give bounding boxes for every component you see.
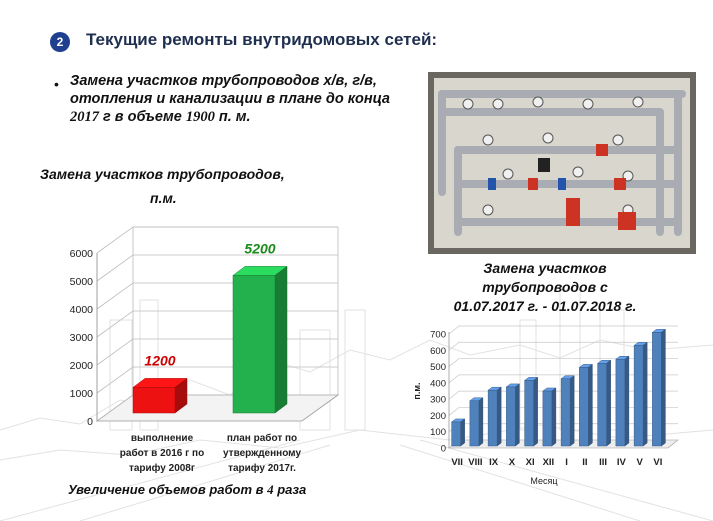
right-chart-gridline bbox=[449, 326, 678, 334]
right-chart-plot bbox=[412, 326, 678, 486]
left-chart-ytick-label: 6000 bbox=[69, 248, 93, 260]
bottom-note-part1: Увеличение объемов работ в bbox=[68, 482, 268, 497]
right-chart-category-label: II bbox=[582, 457, 588, 468]
right-chart-bar bbox=[506, 387, 515, 446]
left-chart-ytick-label: 2000 bbox=[69, 360, 93, 372]
bullet-dot: • bbox=[54, 76, 59, 92]
right-chart-title-line1: Замена участков bbox=[483, 260, 607, 276]
right-chart-category-label: VIII bbox=[468, 457, 483, 468]
right-chart-bar-side bbox=[515, 384, 519, 446]
right-chart-bar bbox=[634, 345, 643, 446]
bullet-year: 2017 bbox=[70, 109, 99, 125]
right-chart-ytick-label: 200 bbox=[430, 410, 446, 422]
right-chart-category-label: IV bbox=[616, 457, 626, 468]
right-chart-category-label: VII bbox=[451, 457, 463, 468]
right-chart-ytick-label: 0 bbox=[440, 443, 446, 455]
left-chart-ytick-label: 4000 bbox=[69, 304, 93, 316]
right-chart-bar-side bbox=[552, 388, 556, 446]
right-chart-bar-side bbox=[625, 356, 629, 446]
right-chart-category-label: VI bbox=[653, 457, 663, 468]
bottom-note bbox=[68, 482, 306, 498]
left-chart-ytick-label: 3000 bbox=[69, 332, 93, 344]
right-chart-ytick-label: 600 bbox=[430, 345, 446, 357]
right-chart-bar-side bbox=[570, 376, 574, 446]
left-chart-category-label: выполнение bbox=[130, 433, 194, 444]
right-chart-bar bbox=[598, 363, 607, 446]
bullet-text-part1: Замена участков трубопроводов х/в, г/в, отопления и канализации в плане до конца bbox=[70, 73, 390, 107]
right-chart-category-label: V bbox=[636, 457, 643, 468]
left-chart-category-label: тарифу 2017г. bbox=[228, 463, 296, 474]
right-chart-bar bbox=[488, 390, 497, 446]
bullet-text-part2: г в объеме bbox=[99, 109, 186, 125]
left-chart-value-label: 1200 bbox=[144, 352, 176, 369]
right-chart-bar bbox=[561, 379, 570, 446]
left-chart-category-label: тарифу 2008г bbox=[128, 463, 196, 474]
bullet-text-part3: п. м. bbox=[214, 109, 251, 125]
right-chart-bar bbox=[470, 401, 479, 446]
right-chart-xlabel: Месяц bbox=[530, 476, 558, 486]
right-chart-category-label: III bbox=[599, 457, 608, 468]
right-chart-bar bbox=[579, 367, 588, 446]
right-chart-bar-side bbox=[479, 398, 483, 446]
left-chart-category-label: работ в 2016 г по bbox=[119, 448, 205, 459]
bottom-note-factor: 4 bbox=[267, 482, 274, 497]
right-chart-bar bbox=[616, 359, 625, 446]
right-chart-bar-side bbox=[497, 387, 501, 446]
right-chart-title-line3: 01.07.2017 г. - 01.07.2018 г. bbox=[453, 298, 637, 314]
right-chart-bar-side bbox=[461, 419, 465, 446]
left-chart-category-label: утвержденному bbox=[222, 448, 302, 459]
bottom-note-part2: раза bbox=[273, 482, 307, 497]
right-chart-title-line2: трубопроводов с bbox=[482, 279, 608, 295]
right-chart-category-label: IX bbox=[489, 457, 499, 468]
right-chart-category-label: XI bbox=[525, 457, 535, 468]
right-chart-bar bbox=[652, 332, 661, 446]
right-chart-ytick-label: 500 bbox=[430, 362, 446, 374]
right-chart-ytick-label: 400 bbox=[430, 378, 446, 390]
right-chart-category-label: X bbox=[508, 457, 516, 468]
right-chart-bar bbox=[452, 422, 461, 446]
right-chart-ylabel: п.м. bbox=[412, 382, 422, 400]
right-chart-bar-side bbox=[607, 360, 611, 446]
left-chart-ytick-label: 5000 bbox=[69, 276, 93, 288]
left-chart-title-line2: п.м. bbox=[150, 190, 177, 206]
left-chart-category-label: план работ по bbox=[226, 433, 298, 444]
right-chart-bar bbox=[543, 391, 552, 446]
left-chart-title-line1: Замена участков трубопроводов, bbox=[40, 166, 285, 182]
right-chart-ytick-label: 700 bbox=[430, 329, 446, 341]
right-chart-bar bbox=[525, 380, 534, 446]
right-chart-ytick-label: 300 bbox=[430, 394, 446, 406]
right-chart-bar-side bbox=[643, 342, 647, 446]
right-chart-bar-side bbox=[588, 364, 592, 446]
right-chart-ytick-label: 100 bbox=[430, 427, 446, 439]
right-chart-bar-side bbox=[534, 377, 538, 446]
slide-title: Текущие ремонты внутридомовых сетей: bbox=[86, 30, 438, 49]
right-chart-category-label: I bbox=[565, 457, 568, 468]
right-chart-bar-side bbox=[661, 329, 665, 446]
left-chart-ytick-label: 1000 bbox=[69, 388, 93, 400]
bullet-volume: 1900 bbox=[185, 109, 215, 125]
left-chart-ytick-label: 0 bbox=[87, 416, 93, 428]
slide-number-badge: 2 bbox=[50, 32, 70, 52]
left-chart-value-label: 5200 bbox=[244, 240, 276, 257]
right-chart-category-label: XII bbox=[542, 457, 555, 468]
